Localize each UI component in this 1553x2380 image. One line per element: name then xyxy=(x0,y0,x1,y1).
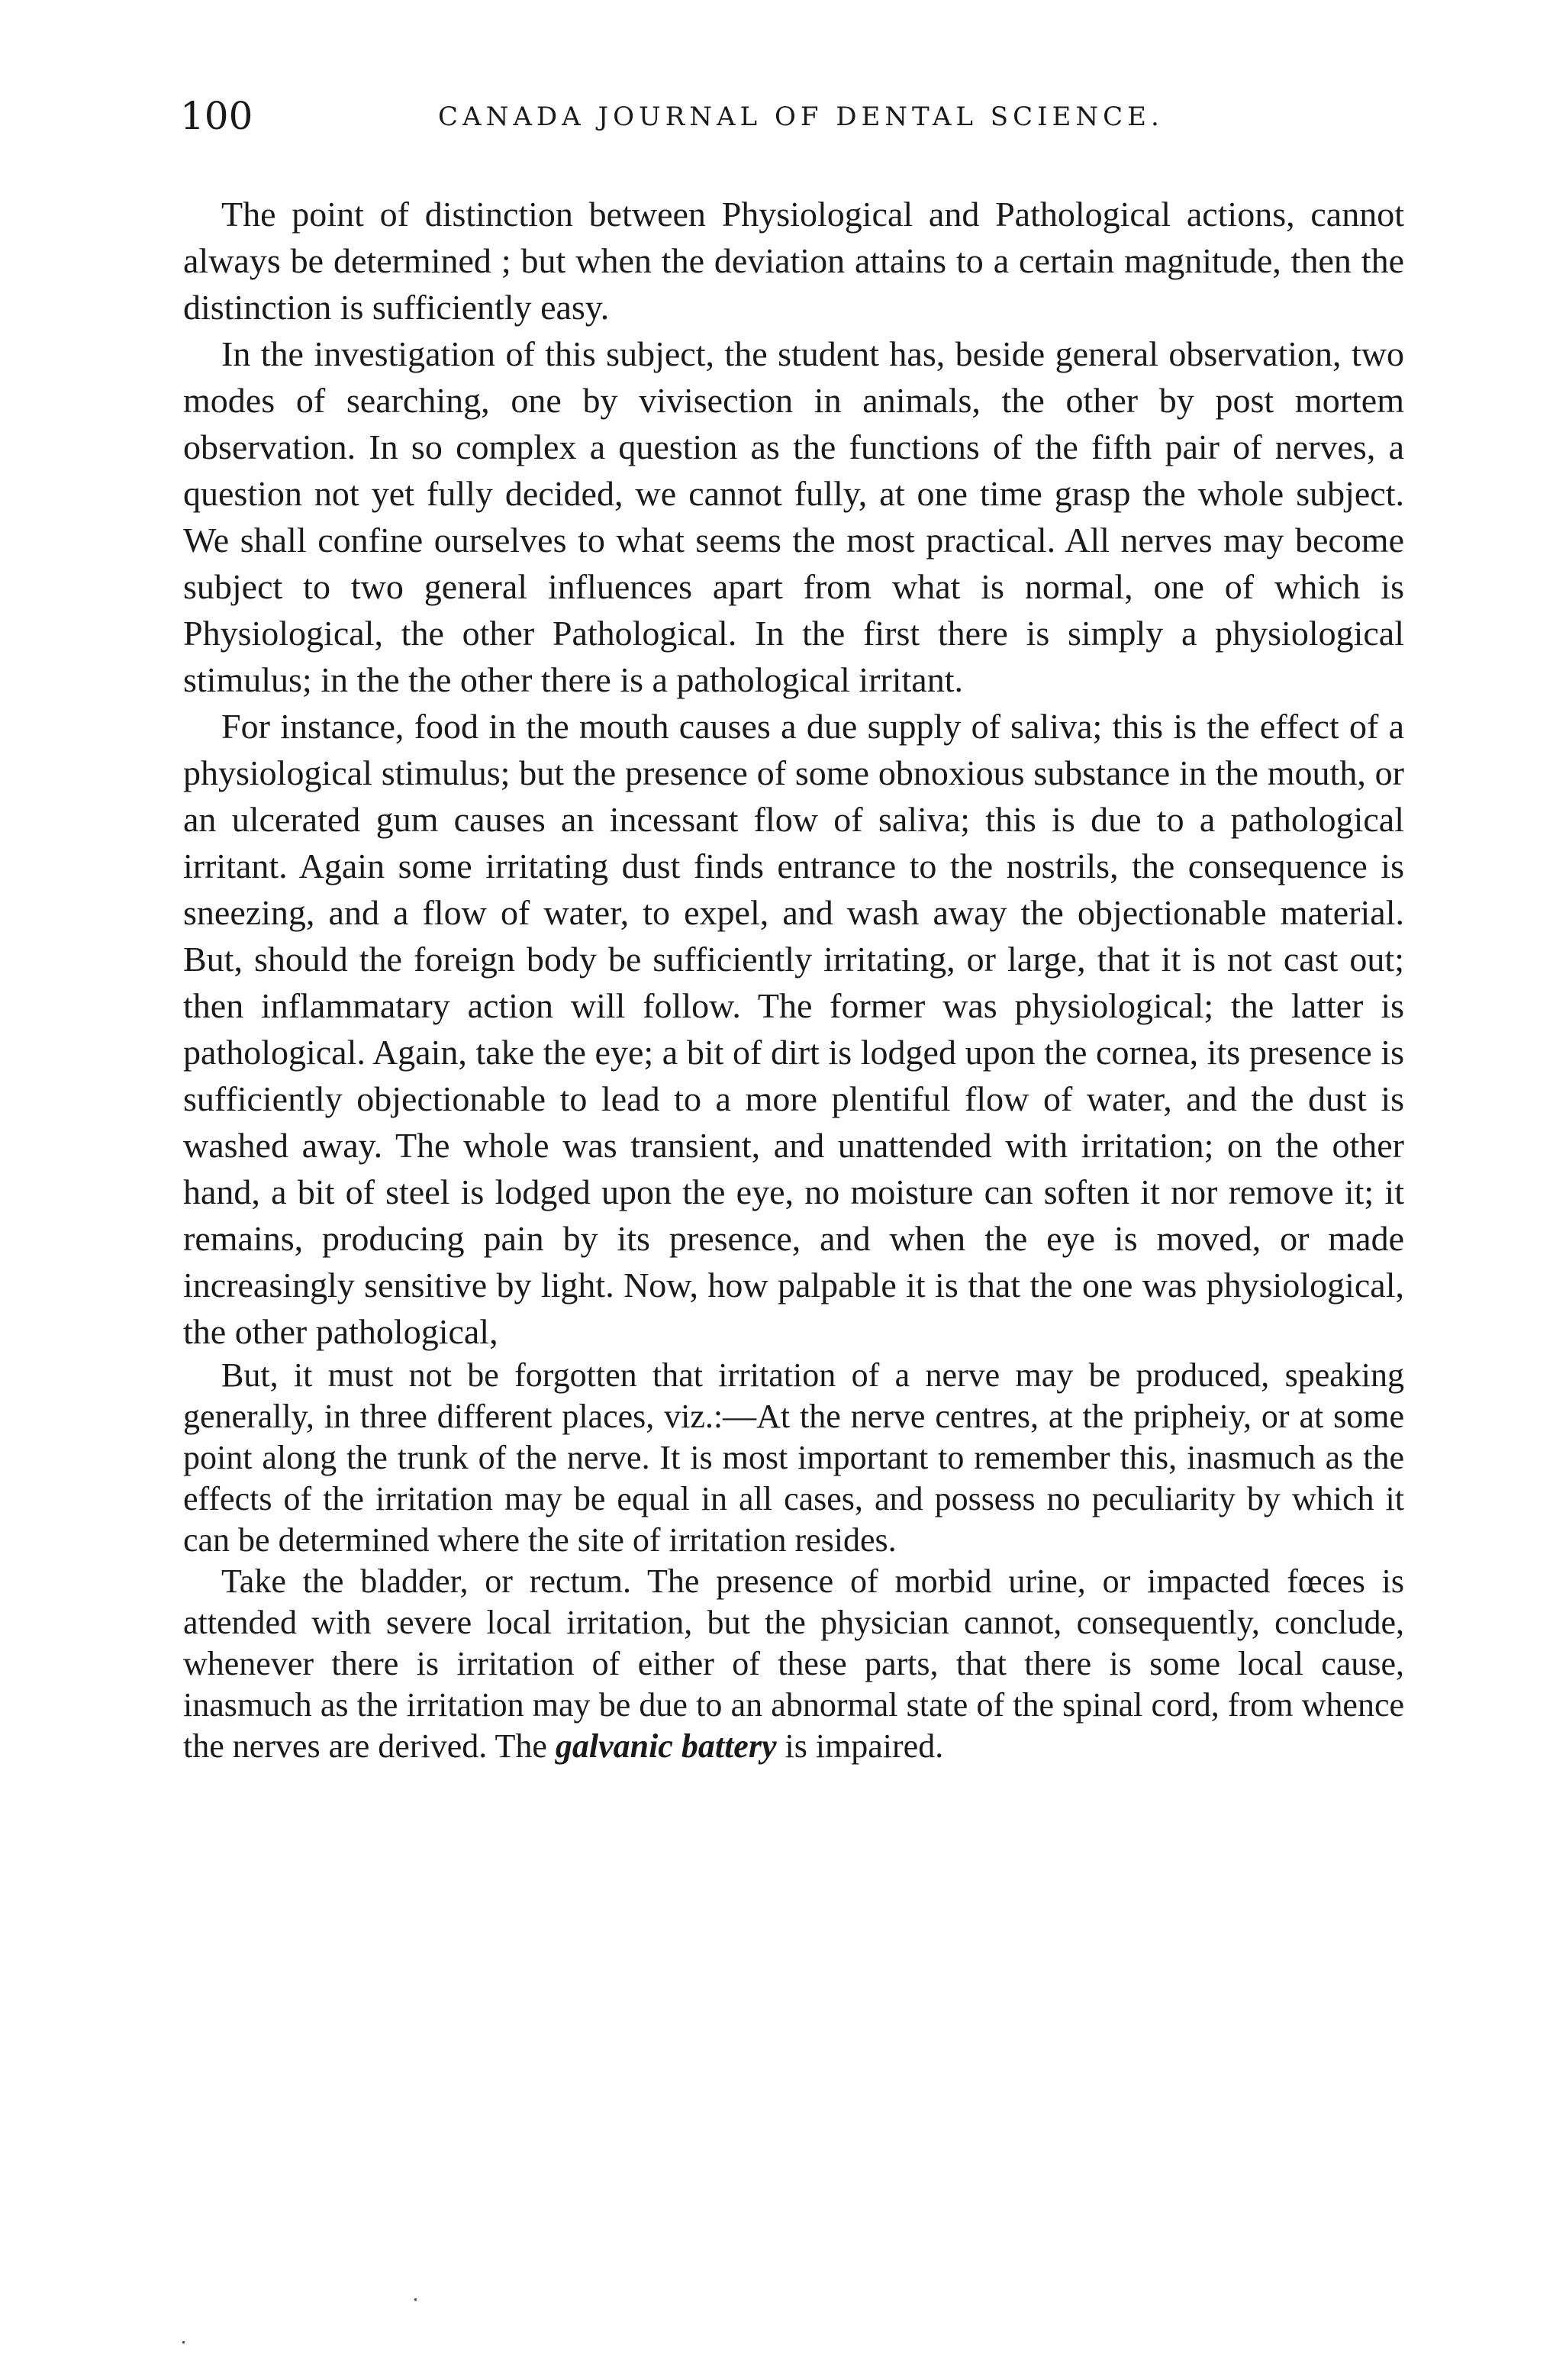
stray-dot-mark: . xyxy=(412,2281,419,2306)
paragraph-4: But, it must not be forgotten that irritation of a nerve may be produced, speaking generally, in three different places, viz.:—At the nerve centres, at the pripheiy, or at some point along the trunk of the nerve. It is most important to remember this, inasmuch as the effects of the irritation may be equal in all cases, and possess no peculiarity by which it can be determined where the site of irritation resides. xyxy=(183,1356,1404,1559)
paragraph-2: In the investigation of this subject, the student has, beside general observation, two modes of searching, one by vivisection in animals, the other by post mortem observation. In so complex a question as the functions of the fifth pair of nerves, a question not yet fully decided, we cannot fully, at one time grasp the whole subject. We shall confine ourselves to what seems the most practical. All nerves may become subject to two general influences apart from what is normal, one of which is Physiological, the other Pathological. In the first there is simply a physiological stimulus; in the the other there is a pathological irritant. xyxy=(183,334,1404,699)
article-body xyxy=(183,191,1404,1767)
running-title: CANADA JOURNAL OF DENTAL SCIENCE. xyxy=(438,102,1164,132)
page-number: 100 xyxy=(180,94,253,138)
paragraph-1: The point of distinction between Physiological and Pathological actions, cannot always be determined ; but when the deviation attains to a certain magnitude, then the distinction is sufficiently easy. xyxy=(183,195,1404,327)
paragraph-3: For instance, food in the mouth causes a due supply of saliva; this is the effect of a physiological stimulus; but the presence of some obnoxious substance in the mouth, or an ulcerated gum causes an incessant flow of saliva; this is due to a pathological irritant. Again some irritating dust finds entrance to the nostrils, the consequence is sneezing, and a flow of water, to expel, and wash away the objectionable material. But, should the foreign body be sufficiently irritating, or large, that it is not cast out; then inflammatary action will follow. The former was physiological; the latter is pathological. Again, take the eye; a bit of dirt is lodged upon the cornea, its presence is sufficiently objectionable to lead to a more plentiful flow of water, and the dust is washed away. The whole was transient, and unattended with irritation; on the other hand, a bit of steel is lodged upon the eye, no moisture can soften it nor remove it; it remains, producing pain by its presence, and when the eye is moved, or made increasingly sensitive by light. Now, how palpable it is that the one was physiological, the other pathological, xyxy=(183,707,1404,1351)
stray-dot-mark-2: . xyxy=(180,2324,187,2349)
paragraph-5: Take the bladder, or rectum. The presence of morbid urine, or impacted fœces is attended with severe local irritation, but the physician cannot, consequently, conclude, whenever there is irritation of either of these parts, that there is some local cause, inasmuch as the irritation may be due to an abnormal state of the spinal cord, from whence the nerves are derived. The galvanic battery is impaired. xyxy=(183,1562,1404,1765)
italic-phrase: galvanic battery xyxy=(555,1727,777,1765)
page-header xyxy=(180,93,1401,147)
